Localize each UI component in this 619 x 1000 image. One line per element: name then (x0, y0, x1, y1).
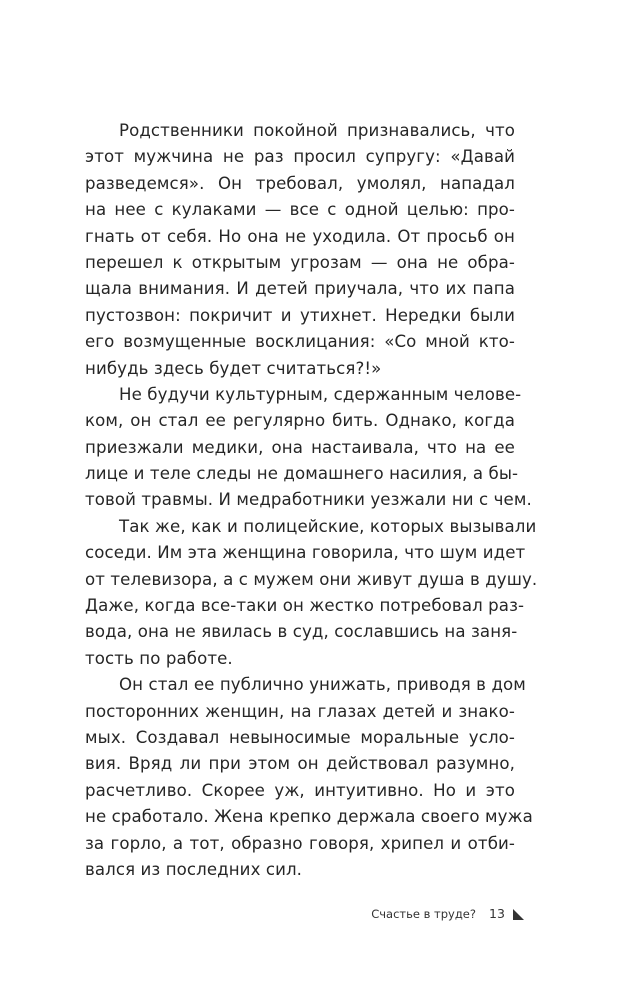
text-line: приезжали медики, она настаивала, что на ее (85, 437, 515, 457)
text-line: на нее с кулаками — все с одной целью: про- (85, 200, 515, 220)
text-line: товой травмы. И медработники уезжали ни с чем. (85, 490, 532, 510)
text-line: от телевизора, а с мужем они живут душа в душу. (85, 569, 538, 589)
text-line: тость по работе. (85, 648, 233, 668)
text-line: щала внимания. И детей приучала, что их папа (85, 279, 515, 299)
text-line: Так же, как и полицейские, которых вызывали (119, 516, 537, 536)
text-line: вода, она не явилась в суд, сославшись на заня- (85, 622, 518, 642)
page-number: 13 (489, 906, 505, 921)
text-line: расчетливо. Скорее уж, интуитивно. Но и это (85, 780, 515, 800)
text-line: вия. Вряд ли при этом он действовал разумно, (85, 754, 515, 774)
text-line: вался из последних сил. (85, 859, 303, 879)
text-line: ком, он стал ее регулярно бить. Однако, когда (85, 411, 515, 431)
text-line: перешел к открытым угрозам — она не обра- (85, 252, 515, 272)
text-line: лице и теле следы не домашнего насилия, а бы- (85, 464, 519, 484)
page-corner-triangle-icon (513, 909, 524, 920)
text-line: соседи. Им эта женщина говорила, что шум идет (85, 543, 526, 563)
text-line: его возмущенные восклицания: «Со мной кто- (85, 332, 515, 352)
running-title: Счастье в труде? (371, 907, 476, 921)
text-line: пустозвон: покричит и утихнет. Нередки были (85, 305, 515, 325)
text-line: этот мужчина не раз просил супругу: «Давай (85, 147, 515, 167)
text-line: Даже, когда все-таки он жестко потребовал раз- (85, 596, 525, 616)
body-text (85, 118, 538, 883)
text-line: Родственники покойной признавались, что (119, 121, 515, 140)
text-line: не сработало. Жена крепко держала своего мужа (85, 807, 533, 827)
text-line: разведемся». Он требовал, умолял, нападал (85, 173, 515, 193)
text-line: мых. Создавал невыносимые моральные усло- (85, 727, 515, 747)
text-line: посторонних женщин, на глазах детей и знако- (85, 701, 515, 721)
text-line: за горло, а тот, образно говоря, хрипел и отби- (85, 833, 515, 853)
text-line: нибудь здесь будет считаться?!» (85, 358, 382, 378)
text-line: Не будучи культурным, сдержанным челове- (119, 384, 522, 404)
paragraph (85, 118, 515, 382)
page-footer (0, 904, 619, 926)
paragraph (85, 514, 538, 672)
paragraph (85, 672, 533, 883)
text-line: гнать от себя. Но она не уходила. От просьб он (85, 226, 515, 246)
paragraph (85, 382, 532, 514)
text-line: Он стал ее публично унижать, приводя в дом (119, 675, 526, 695)
